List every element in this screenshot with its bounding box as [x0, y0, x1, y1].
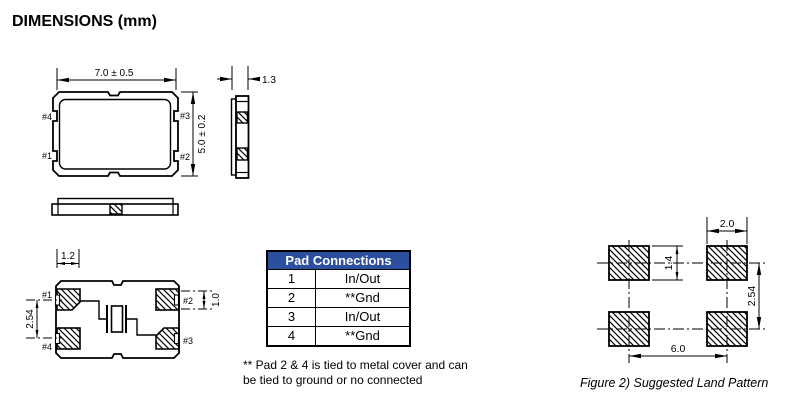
land-pad-bottom-right — [707, 312, 747, 346]
bottom-pad-width-dim-label: 1.2 — [61, 251, 75, 262]
table-row — [268, 288, 409, 307]
bottom-pad2-label: #2 — [183, 296, 194, 306]
pad-number: 1 — [268, 270, 316, 288]
bottom-pad1-label: #1 — [42, 290, 53, 300]
end-view-thickness-dimension — [217, 66, 260, 90]
land-pad-bottom-left — [609, 312, 649, 346]
land-col-pitch-dim-label: 6.0 — [670, 343, 686, 355]
bottom-pad4-label: #4 — [42, 342, 53, 352]
pad-number: 2 — [268, 289, 316, 307]
table-row — [268, 307, 409, 326]
land-pad-top-right — [707, 246, 747, 280]
pad-connections-header: Pad Connections — [268, 252, 409, 269]
bottom-pad-height-dim-label: 1.0 — [211, 293, 222, 307]
top-view-pad1-label: #1 — [42, 151, 53, 161]
table-row — [268, 269, 409, 288]
table-row — [268, 326, 409, 345]
end-view-castellation-lower — [237, 148, 248, 160]
land-row-pitch-dim-label: 2.54 — [746, 285, 758, 307]
page-title: DIMENSIONS (mm) — [12, 13, 157, 30]
land-pad-top-left — [609, 246, 649, 280]
footnote-line-1: ** Pad 2 & 4 is tied to metal cover and can — [243, 358, 468, 372]
end-view-thickness-dim-label: 1.3 — [262, 75, 276, 86]
side-view-drawing — [52, 199, 178, 216]
bottom-pad-pitch-dim-label: 2.54 — [25, 309, 36, 329]
figure-caption: Figure 2) Suggested Land Pattern — [580, 376, 769, 390]
footnote-line-2: be tied to ground or no connected — [243, 373, 423, 387]
top-view-pad3-label: #3 — [180, 111, 191, 121]
metal-lid-outline — [60, 100, 171, 170]
end-view-body — [236, 96, 249, 178]
pad-number: 3 — [268, 308, 316, 326]
end-view-castellation-upper — [237, 112, 248, 123]
pad-connection: **Gnd — [345, 328, 380, 343]
pad-number: 4 — [268, 327, 316, 345]
top-view-height-dimension — [181, 92, 198, 176]
land-pad-width-dim-label: 2.0 — [719, 218, 735, 230]
land-pattern-drawing — [597, 217, 766, 363]
top-view-pad2-label: #2 — [180, 152, 191, 162]
top-view-width-dim-label: 7.0 ± 0.5 — [94, 68, 134, 79]
bottom-pad3-label: #3 — [183, 336, 194, 346]
pad-connection: In/Out — [344, 309, 381, 324]
pad-connections-table — [266, 250, 411, 347]
side-view-seal — [110, 204, 122, 214]
top-view-pad4-label: #4 — [42, 112, 53, 122]
land-pad-height-dim-label: 1.4 — [663, 255, 675, 271]
end-view-drawing — [217, 66, 276, 178]
top-view-height-dim-label: 5.0 ± 0.2 — [197, 114, 208, 154]
top-view-drawing — [42, 68, 208, 176]
pad-connection: In/Out — [344, 271, 381, 286]
footnote — [243, 358, 468, 388]
pad-connection: **Gnd — [345, 290, 380, 305]
bottom-view-drawing — [25, 249, 222, 358]
